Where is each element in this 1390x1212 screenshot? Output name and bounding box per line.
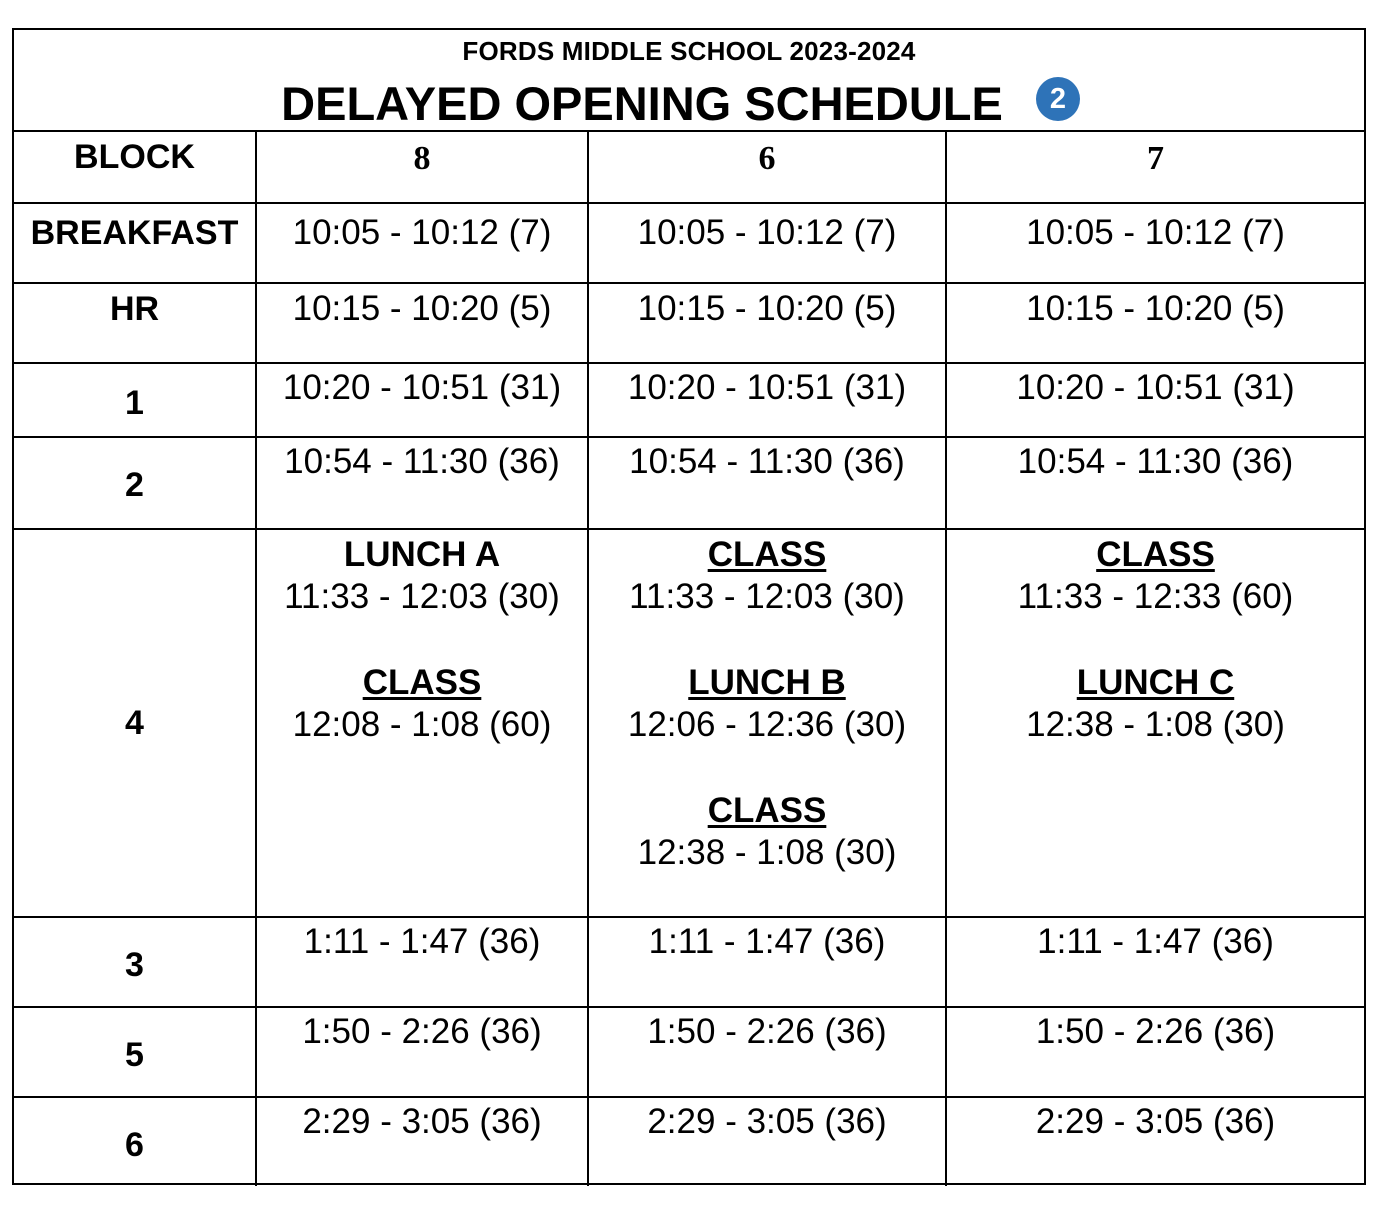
time-cell: 10:05 - 10:12 (7)	[946, 203, 1364, 283]
segment-label: CLASS	[707, 535, 827, 574]
time-cell: 10:05 - 10:12 (7)	[588, 203, 946, 283]
block-column-header: BLOCK	[14, 131, 256, 203]
row-label: 4	[14, 529, 256, 917]
time-cell: 10:54 - 11:30 (36)	[256, 437, 588, 529]
table-row	[14, 1007, 1364, 1097]
time-cell: 1:50 - 2:26 (36)	[256, 1007, 588, 1097]
row-label: 2	[14, 437, 256, 529]
segment-label: LUNCH B	[688, 663, 846, 702]
row-label: 3	[14, 917, 256, 1007]
segment-label: LUNCH C	[1076, 663, 1235, 702]
time-cell: 10:05 - 10:12 (7)	[256, 203, 588, 283]
lunch-cell-8	[256, 529, 588, 917]
schedule-title-text: DELAYED OPENING SCHEDULE	[281, 77, 1003, 130]
time-cell: 10:20 - 10:51 (31)	[946, 363, 1364, 437]
segment-time: 12:06 - 12:36 (30)	[627, 705, 907, 744]
time-cell: 10:20 - 10:51 (31)	[588, 363, 946, 437]
class-segment	[257, 662, 587, 746]
time-cell: 2:29 - 3:05 (36)	[588, 1097, 946, 1186]
table-row	[14, 1097, 1364, 1186]
table-row	[14, 917, 1364, 1007]
row-label: 5	[14, 1007, 256, 1097]
time-cell: 1:11 - 1:47 (36)	[588, 917, 946, 1007]
lunch-segment	[257, 534, 587, 618]
segment-label: LUNCH A	[343, 535, 501, 574]
segment-time: 11:33 - 12:33 (60)	[1017, 577, 1294, 616]
table-header-row	[14, 131, 1364, 203]
row-label: HR	[14, 283, 256, 363]
class-segment	[589, 790, 945, 874]
time-cell: 1:11 - 1:47 (36)	[946, 917, 1364, 1007]
segment-label: CLASS	[362, 663, 482, 702]
time-cell: 10:15 - 10:20 (5)	[588, 283, 946, 363]
class-segment	[589, 534, 945, 618]
class-segment	[947, 534, 1364, 618]
schedule-header	[14, 30, 1364, 130]
segment-time: 12:38 - 1:08 (30)	[1026, 705, 1285, 744]
segment-label: CLASS	[1096, 535, 1215, 574]
time-cell: 1:11 - 1:47 (36)	[256, 917, 588, 1007]
table-row	[14, 363, 1364, 437]
time-cell: 2:29 - 3:05 (36)	[946, 1097, 1364, 1186]
lunch-cell-7	[946, 529, 1364, 917]
number-badge-icon: 2	[1036, 77, 1080, 121]
time-cell: 1:50 - 2:26 (36)	[588, 1007, 946, 1097]
column-header: 6	[588, 131, 946, 203]
table-row	[14, 437, 1364, 529]
schedule-title	[14, 76, 1364, 131]
lunch-row	[14, 529, 1364, 917]
table-row	[14, 203, 1364, 283]
time-cell: 10:15 - 10:20 (5)	[946, 283, 1364, 363]
column-header: 7	[946, 131, 1364, 203]
row-label: 1	[14, 363, 256, 437]
segment-time: 11:33 - 12:03 (30)	[284, 577, 560, 616]
column-header: 8	[256, 131, 588, 203]
segment-time: 12:38 - 1:08 (30)	[637, 833, 897, 872]
time-cell: 10:54 - 11:30 (36)	[588, 437, 946, 529]
lunch-segment	[947, 662, 1364, 746]
row-label: 6	[14, 1097, 256, 1186]
time-cell: 10:54 - 11:30 (36)	[946, 437, 1364, 529]
schedule-table	[14, 130, 1364, 1186]
school-name: FORDS MIDDLE SCHOOL 2023-2024	[462, 36, 916, 66]
time-cell: 1:50 - 2:26 (36)	[946, 1007, 1364, 1097]
time-cell: 2:29 - 3:05 (36)	[256, 1097, 588, 1186]
lunch-cell-6	[588, 529, 946, 917]
row-label: BREAKFAST	[14, 203, 256, 283]
schedule-sheet	[12, 28, 1366, 1185]
segment-time: 11:33 - 12:03 (30)	[629, 577, 905, 616]
table-row	[14, 283, 1364, 363]
segment-label: CLASS	[707, 791, 827, 830]
lunch-segment	[589, 662, 945, 746]
segment-time: 12:08 - 1:08 (60)	[292, 705, 552, 744]
time-cell: 10:20 - 10:51 (31)	[256, 363, 588, 437]
time-cell: 10:15 - 10:20 (5)	[256, 283, 588, 363]
